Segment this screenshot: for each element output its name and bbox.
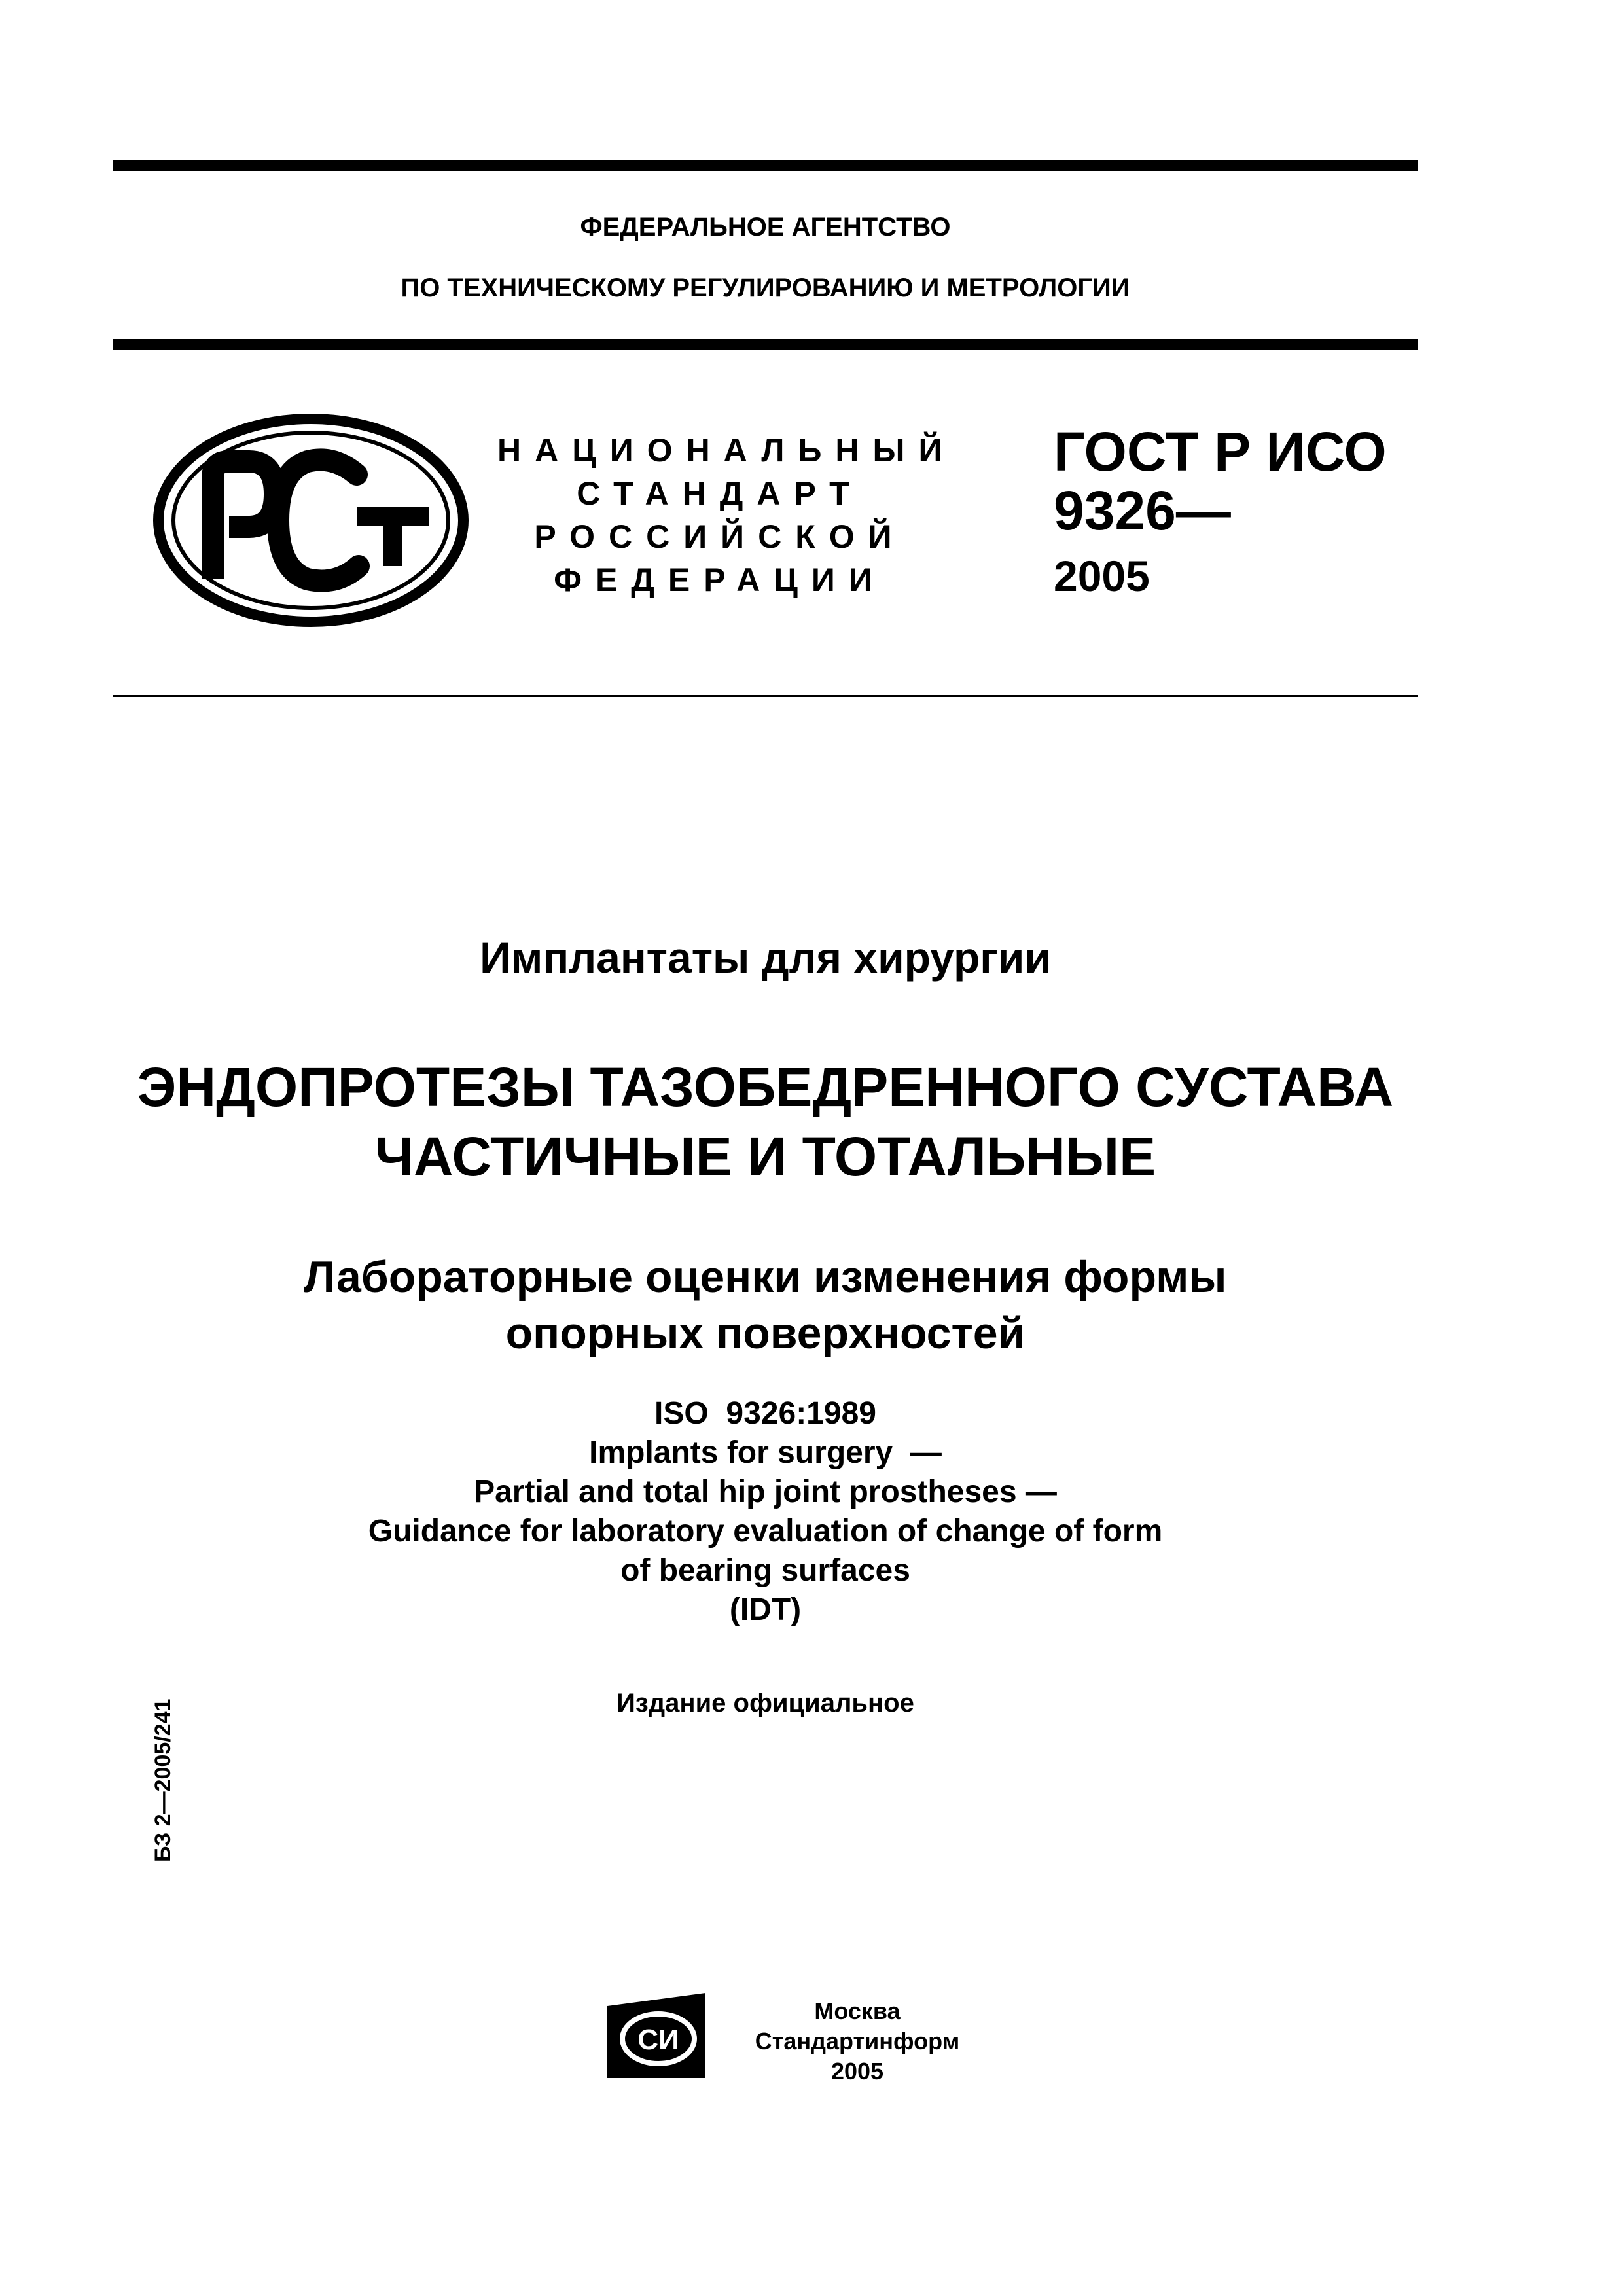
side-registration-code: БЗ 2—2005/241 (151, 1698, 175, 1862)
edition-label: Издание официальное (616, 1689, 914, 1717)
top-thick-rule (113, 160, 1418, 171)
designation-line-2: 9326— (1054, 480, 1231, 541)
second-thick-rule (113, 339, 1418, 350)
standard-type-line-1: НАЦИОНАЛЬНЫЙ (497, 432, 956, 469)
standard-designation (1054, 421, 1387, 603)
iso-reference (113, 1394, 1418, 1630)
designation-line-1: ГОСТ Р ИСО (1054, 421, 1387, 482)
iso-line-1: ISO 9326:1989 (654, 1396, 876, 1431)
publisher-year: 2005 (830, 2058, 884, 2085)
iso-line-5: of bearing surfaces (620, 1553, 910, 1588)
standard-type-line-4: ФЕДЕРАЦИИ (554, 562, 886, 598)
header-bottom-rule (113, 695, 1418, 697)
standard-type-line-2: СТАНДАРТ (577, 475, 863, 512)
standartinform-logo (607, 1993, 705, 2078)
iso-line-2: Implants for surgery — (589, 1435, 942, 1470)
document-description-line-2: опорных поверхностей (505, 1308, 1026, 1358)
standard-type-line-3: РОССИЙСКОЙ (534, 518, 906, 555)
agency-line-2: ПО ТЕХНИЧЕСКОМУ РЕГУЛИРОВАНИЮ И МЕТРОЛОГИИ (401, 274, 1130, 302)
iso-line-3: Partial and total hip joint prostheses — (474, 1475, 1057, 1509)
designation-year: 2005 (1054, 552, 1150, 600)
document-subtitle: Имплантаты для хирургии (480, 933, 1051, 982)
iso-line-4: Guidance for laboratory evaluation of change of form (368, 1514, 1163, 1549)
publisher-name: Стандартинформ (755, 2028, 960, 2054)
standard-type (497, 429, 956, 601)
iso-line-6: (IDT) (729, 1592, 802, 1627)
document-title-line-2: ЧАСТИЧНЫЕ И ТОТАЛЬНЫЕ (374, 1126, 1156, 1187)
document-description-line-1: Лабораторные оценки изменения формы (304, 1252, 1227, 1302)
publisher-city: Москва (814, 1998, 901, 2024)
publisher-block (720, 1996, 995, 2087)
rst-logo (151, 412, 471, 628)
standartinform-logo-text: СИ (637, 2024, 679, 2056)
agency-line-1: ФЕДЕРАЛЬНОЕ АГЕНТСТВО (580, 213, 951, 242)
document-title-line-1: ЭНДОПРОТЕЗЫ ТАЗОБЕДРЕННОГО СУСТАВА (137, 1056, 1394, 1118)
